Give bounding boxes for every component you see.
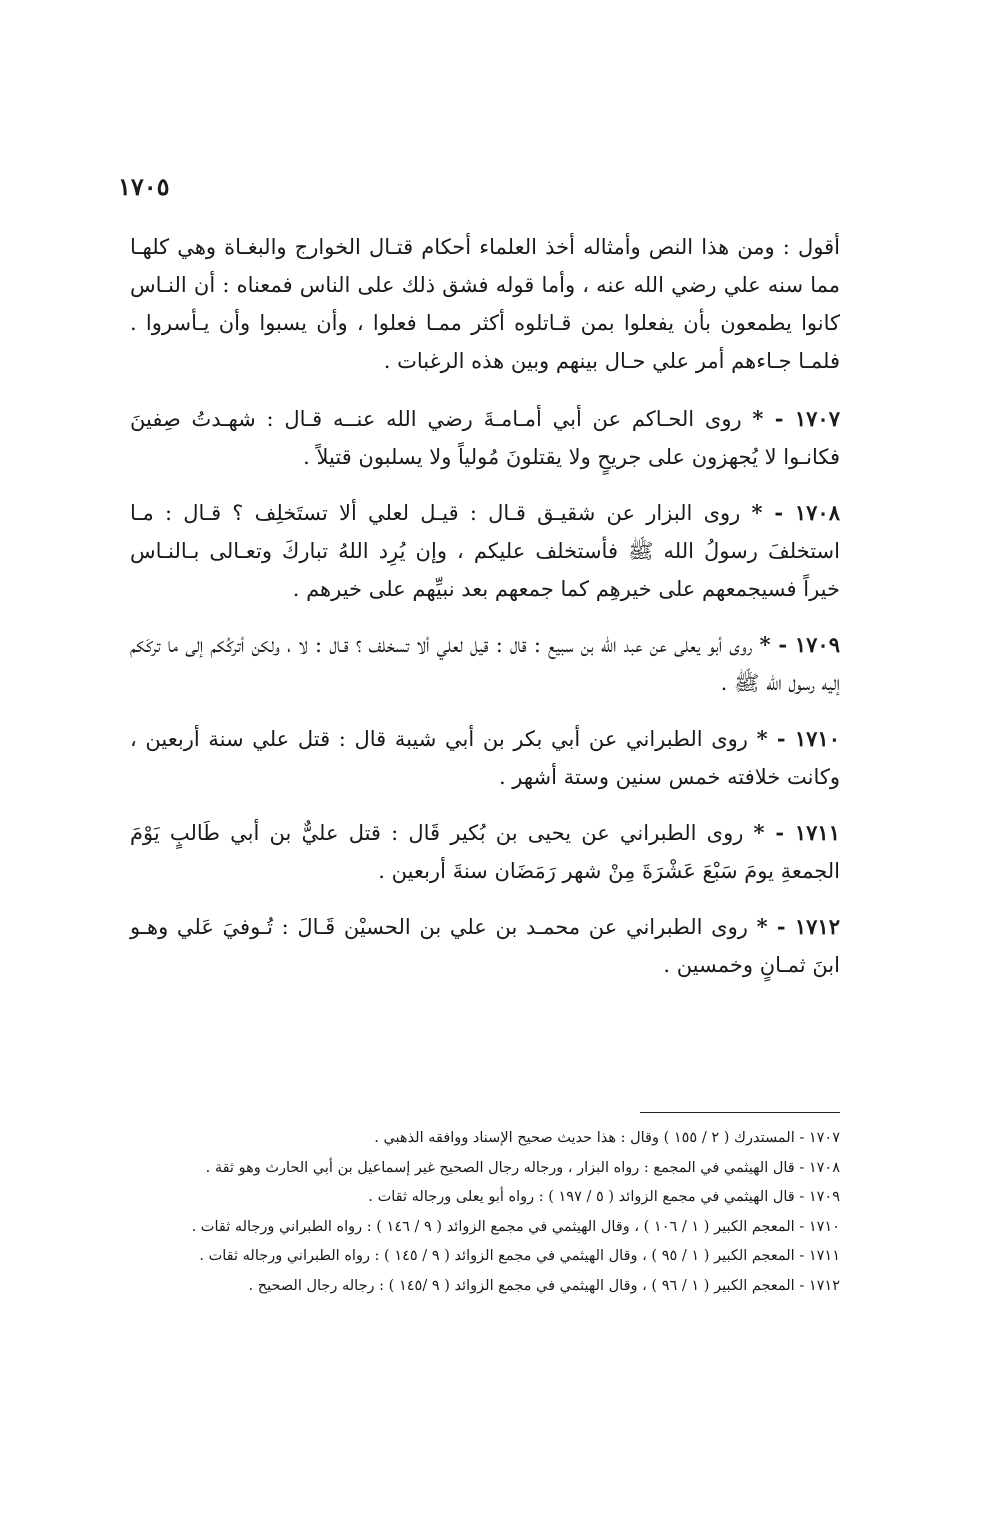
hadith-entry-1708 [130, 494, 840, 608]
footnotes [130, 1124, 840, 1301]
entry-number: ١٧١١ - * [753, 820, 840, 845]
entry-text: روى الطبراني عن يحيى بن بُكير قَال : قتل عليٌّ بن أبي طَالبٍ يَوْمَ الجمعةِ يومَ سَبْعَ عَشْرَةَ مِنْ شهر رَمَضَان سنةَ أربعين . [130, 821, 840, 883]
footnote-1711: ١٧١١ - المعجم الكبير ( ١ / ٩٥ ) ، وقال الهيثمي في مجمع الزوائد ( ٩ / ١٤٥ ) : رواه الطبراني ورجاله ثقات . [199, 1248, 840, 1264]
intro-paragraph: أقول : ومن هذا النص وأمثاله أخذ العلماء أحكام قتـال الخوارج والبغـاة وهي كلهـا مما سنه علي رضي الله عنه ، وأما قوله فشق ذلك على الناس فمعناه : أن النـاس كانوا يطمعون بأن يفعلوا بمن قـاتلوه أكثر ممـا فعلوا ، وأن يسبوا وأن يـأسروا . فلمـا جـاءهم أمر علي حـال بينهم وبين هذه الرغبات . [130, 235, 840, 373]
entry-number: ١٧١٢ - * [756, 914, 840, 939]
page-number: ١٧٠٥ [118, 172, 170, 201]
entry-number: ١٧٠٧ - * [752, 406, 840, 431]
entry-text: روى الحـاكم عن أبي أمـامـةَ رضي الله عنــه قـال : شهـدتُ صِفينَ فكانـوا لا يُجهزون على جريحٍ ولا يقتلونَ مُولياً ولا يسلبون قتيلاً . [130, 407, 840, 469]
hadith-entry-1709 [130, 626, 840, 702]
footnote-1707: ١٧٠٧ - المستدرك ( ٢ / ١٥٥ ) وقال : هذا حديث صحيح الإسناد ووافقه الذهبي . [374, 1130, 840, 1146]
footnote-1708: ١٧٠٨ - قال الهيثمي في المجمع : رواه البزار ، ورجاله رجال الصحيح غير إسماعيل بن أبي الحارث وهو ثقة . [205, 1159, 840, 1176]
entry-number: ١٧٠٩ - * [759, 632, 840, 657]
hadith-entry-1707 [130, 400, 840, 476]
entry-text: روى الطبراني عن محمـد بن علي بن الحسيْن قَـالَ : تُـوفيَ عَلي وهـو ابنَ ثمـانٍ وخمسين . [130, 915, 840, 977]
hadith-entry-1712 [130, 908, 840, 984]
entry-text: روى أبو يعلى عن عبد الله بن سبيع : قال : قيل لعلي ألا تسخلف ؟ قـال : لا ، ولكن أتركُكم إلى ما تركَكم إليه رسول الله ﷺ . [130, 633, 840, 695]
entry-number: ١٧١٠ - * [756, 726, 840, 751]
entry-text: روى البزار عن شقيـق قـال : قيـل لعلي ألا تستَخلِف ؟ قـال : مـا استخلفَ رسولُ الله ﷺ فأستخلف عليكم ، وإن يُرِد اللهُ تباركَ وتعـالى بـالنـاس خيراً فسيجمعهم على خيرهِم كما جمعهم بعد نبيِّهم على خيرهم . [130, 501, 840, 601]
main-text [130, 228, 840, 1002]
entry-number: ١٧٠٨ - * [751, 500, 840, 525]
footnote-1710: ١٧١٠ - المعجم الكبير ( ١ / ١٠٦ ) ، وقال الهيثمي في مجمع الزوائد ( ٩ / ١٤٦ ) : رواه الطبراني ورجاله ثقات . [191, 1218, 840, 1235]
entry-text: روى الطبراني عن أبي بكر بن أبي شيبة قال : قتل علي سنة أربعين ، وكانت خلافته خمس سنين وستة أشهر . [130, 727, 840, 789]
footnote-1709: ١٧٠٩ - قال الهيثمي في مجمع الزوائد ( ٥ / ١٩٧ ) : رواه أبو يعلى ورجاله ثقات . [368, 1189, 840, 1205]
hadith-entry-1710 [130, 720, 840, 796]
hadith-entry-1711 [130, 814, 840, 890]
footnote-divider [640, 1112, 840, 1113]
footnote-1712: ١٧١٢ - المعجم الكبير ( ١ / ٩٦ ) ، وقال الهيثمي في مجمع الزوائد ( ٩ /١٤٥ ) : رجاله رجال الصحيح . [248, 1277, 840, 1294]
